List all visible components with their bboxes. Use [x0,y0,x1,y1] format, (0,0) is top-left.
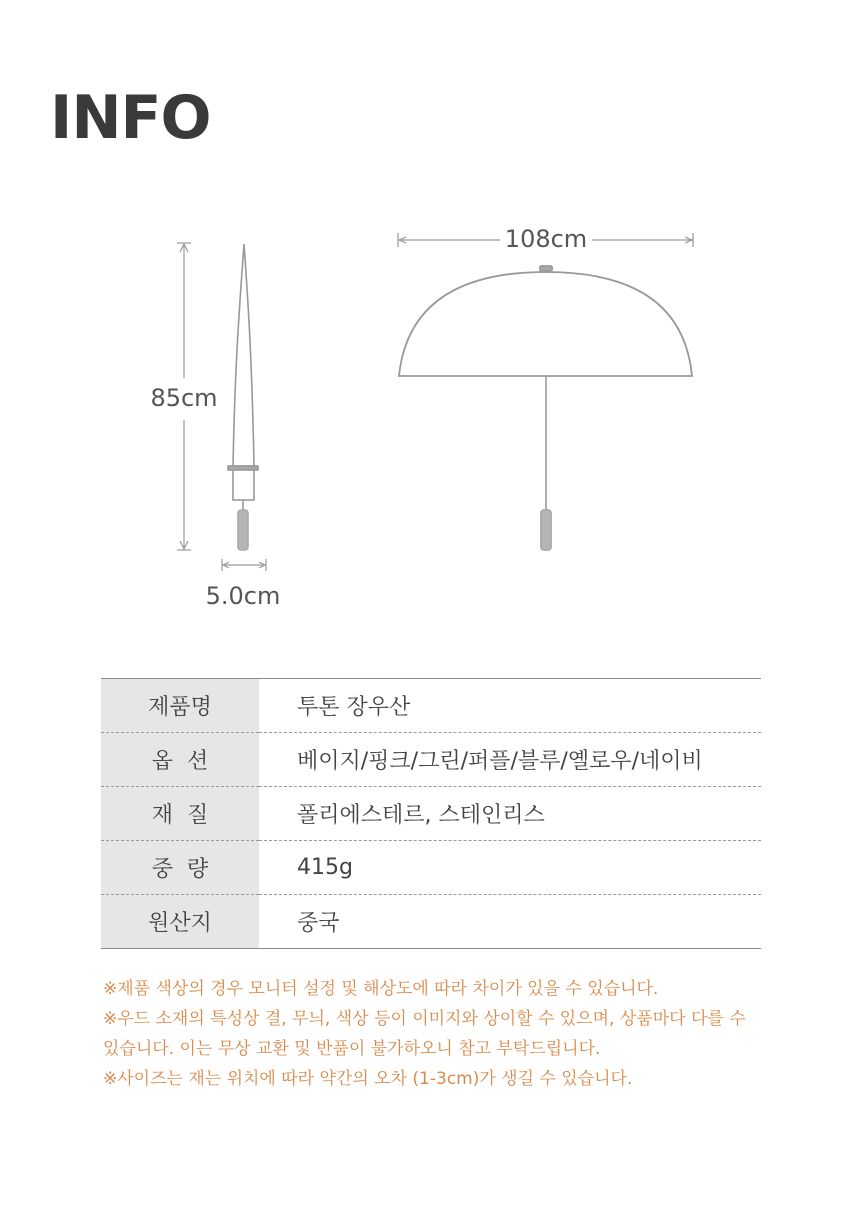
spec-label-origin: 원산지 [101,895,259,949]
open-umbrella-drawing [399,266,692,550]
spec-label-weight: 중 량 [101,841,259,895]
table-row [101,895,761,949]
table-row [101,679,761,733]
spec-table [101,678,761,949]
height-label: 85cm [150,384,218,412]
notice-size: ※사이즈는 재는 위치에 따라 약간의 오차 (1-3cm)가 생길 수 있습니다. [103,1069,633,1089]
shaft-width-label: 5.0cm [205,582,281,610]
spec-label-material: 재 질 [101,787,259,841]
table-row [101,841,761,895]
spec-value-origin: 중국 [259,895,761,949]
spec-value-material: 폴리에스테르, 스테인리스 [259,787,761,841]
spec-value-name: 투톤 장우산 [297,695,411,720]
spec-value-weight: 415g [259,841,761,895]
spec-label-name: 제품명 [101,679,259,733]
shaft-width-dimension-line [222,559,266,571]
width-label: 108cm [504,225,588,253]
spec-value-option: 베이지/핑크/그린/퍼플/블루/옐로우/네이비 [259,733,761,787]
notice-wood: ※우드 소재의 특성상 결, 무늬, 색상 등이 이미지와 상이할 수 있으며, 상품마다 다를 수 있습니다. 이는 무상 교환 및 반품이 불가하오니 참고 부탁드립니다. [103,1009,746,1059]
table-row [101,733,761,787]
spec-label-option: 옵 션 [101,733,259,787]
page-title: INFO [50,83,211,153]
closed-umbrella-drawing [228,244,258,550]
notice-color: ※제품 색상의 경우 모니터 설정 및 해상도에 따라 차이가 있을 수 있습니다. [103,979,659,999]
notice-list [103,974,763,1094]
table-row [101,787,761,841]
